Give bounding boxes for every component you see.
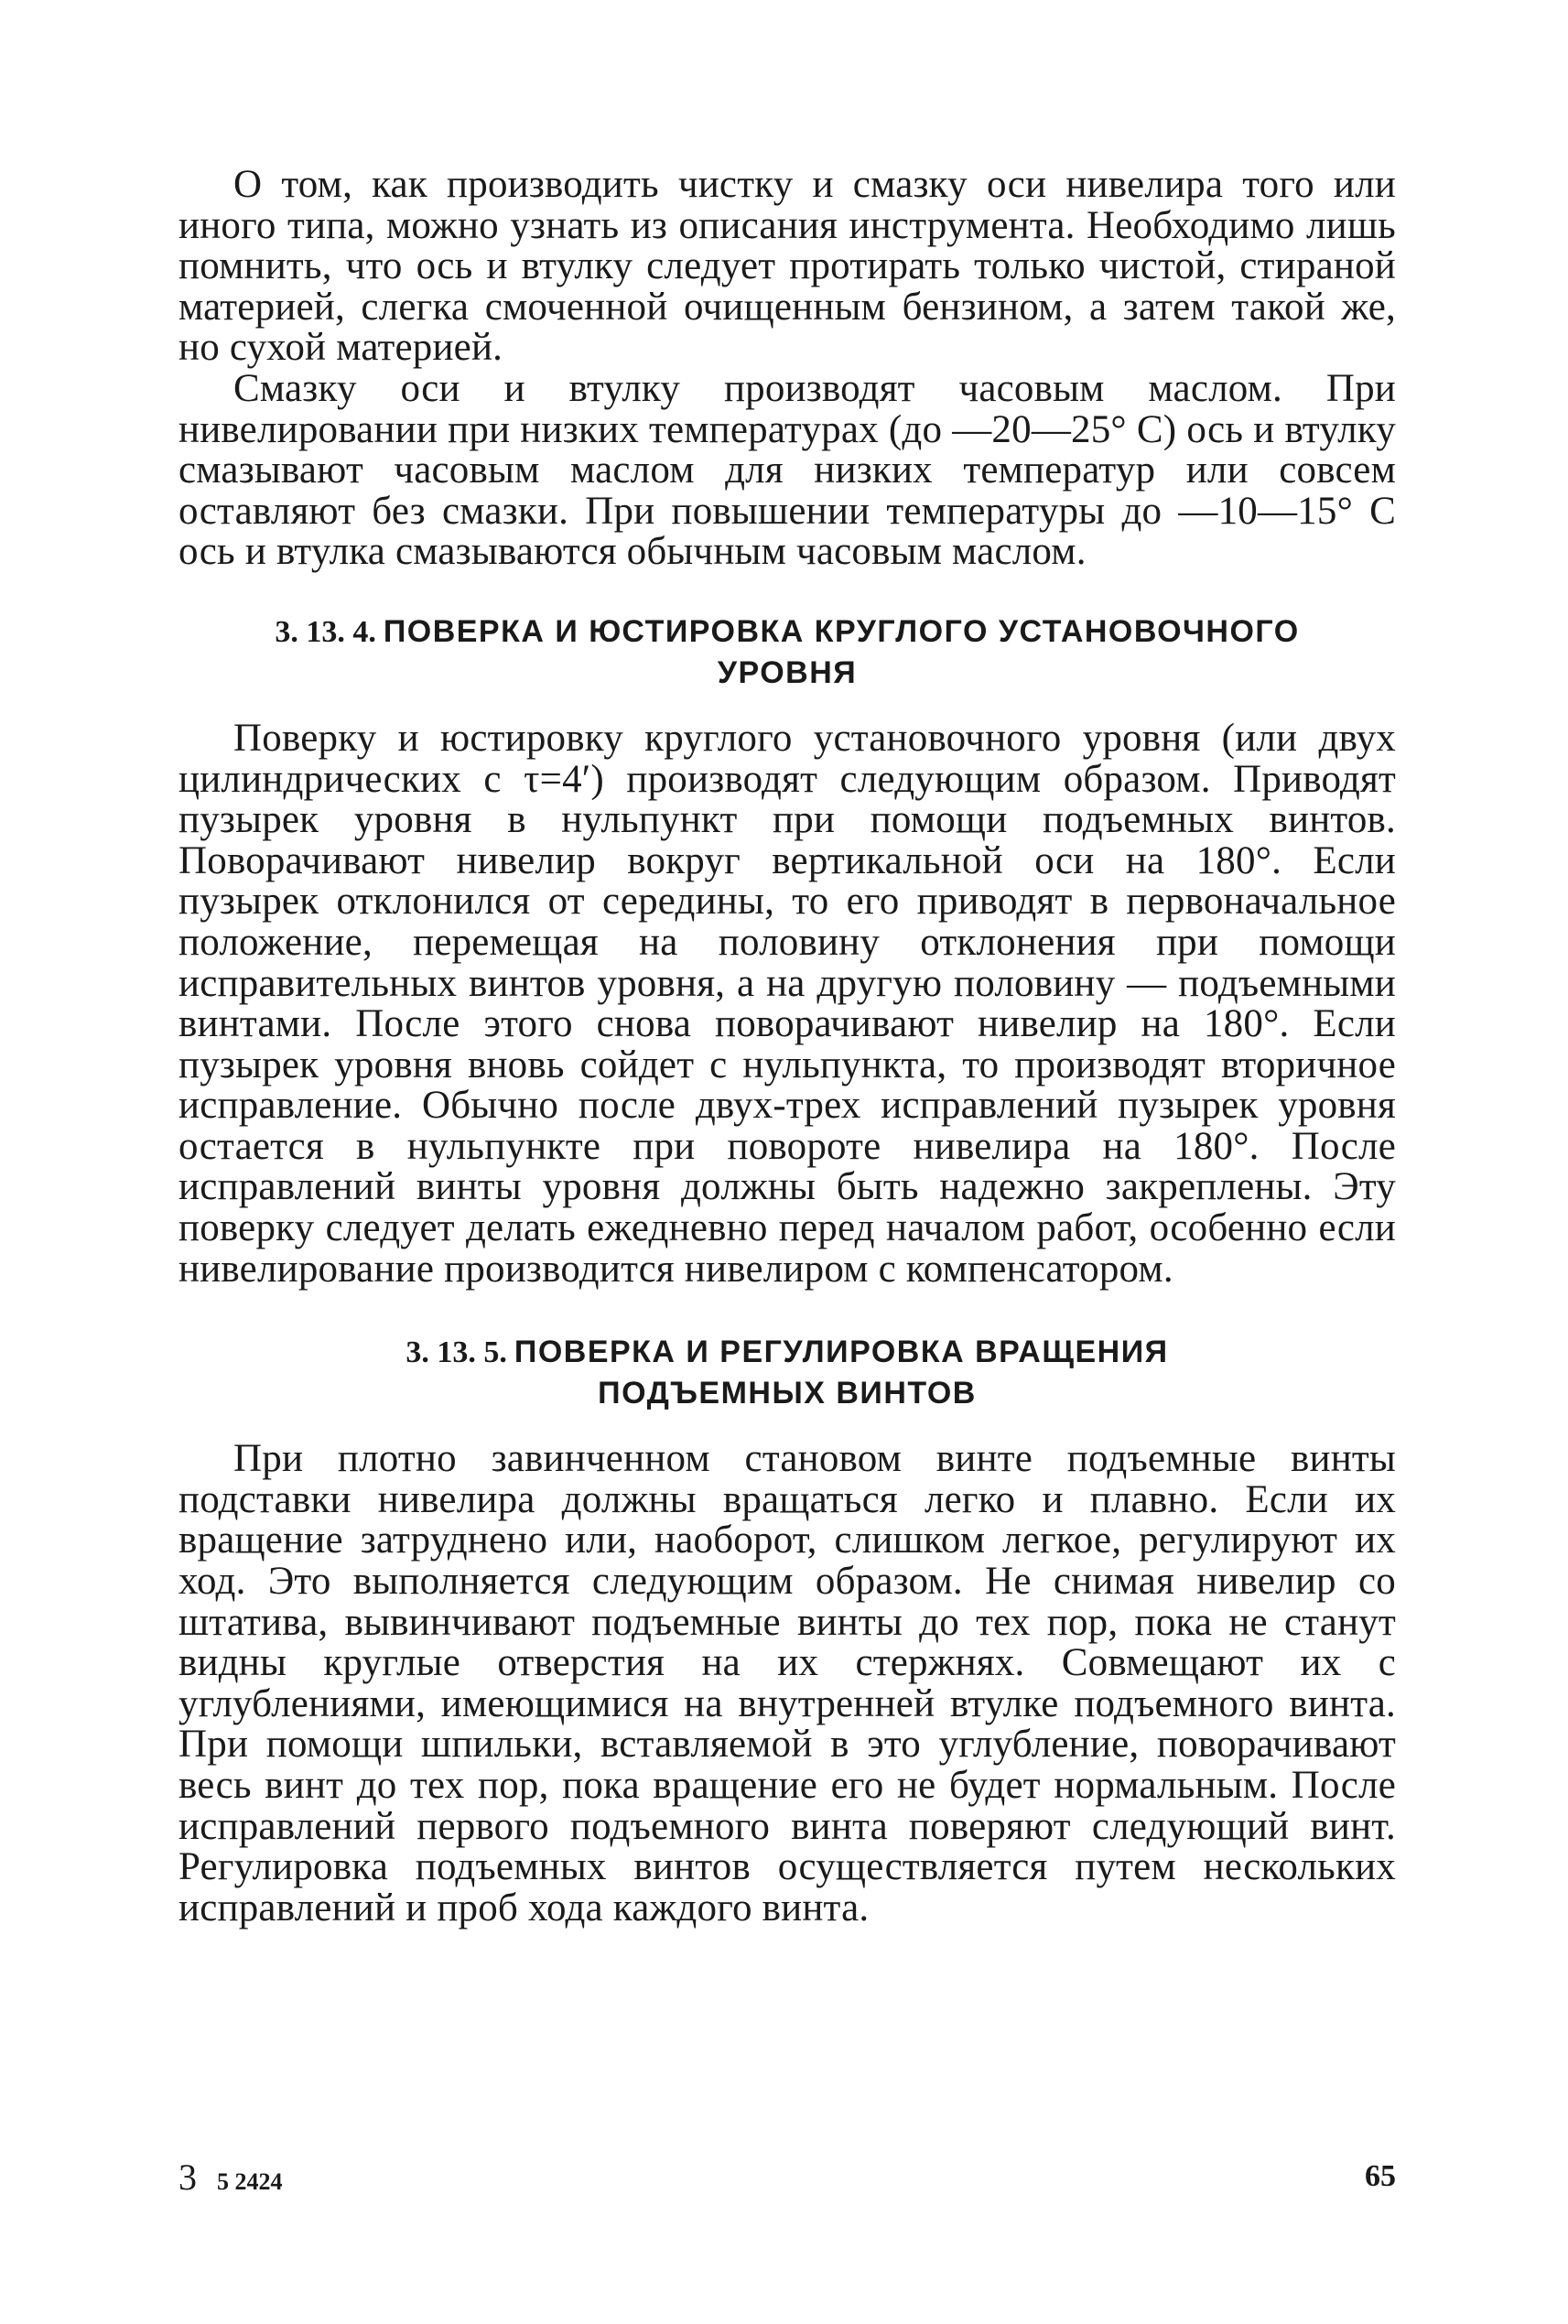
page-body bbox=[178, 165, 1396, 1929]
section-title-text: ПОВЕРКА И ЮСТИРОВКА КРУГЛОГО УСТАНОВОЧНОГО bbox=[383, 613, 1300, 649]
page-footer bbox=[178, 2156, 1396, 2201]
paragraph-screw-regulation: При плотно завинченном становом винте подъемные винты подставки нивелира должны вращаться легко и плавно. Если их вращение затруднено или, наоборот, слишком легкое, регулируют их ход. Это выполняется следующим образом. Не снимая нивелир со штатива, вывинчивают подъемные винты до тех пор, пока не станут видны круглые отверстия на их стержнях. Совмещают их с углублениями, имеющимися на внутренней втулке подъемного винта. При помощи шпильки, вставляемой в это углубление, поворачивают весь винт до тех пор, пока вращение его не будет нормальным. После исправлений первого подъемного винта поверяют следующий винт. Регулировка подъемных винтов осуществляется путем нескольких исправлений и проб хода каждого винта. bbox=[178, 1437, 1396, 1929]
section-number: 3. 13. 4. bbox=[275, 614, 376, 649]
paragraph-level-check: Поверку и юстировку круглого установочного уровня (или двух цилиндрических с τ=4′) производят следующим образом. Приводят пузырек уровня в нульпункт при помощи подъемных винтов. Поворачивают нивелир вокруг вертикальной оси на 180°. Если пузырек отклонился от середины, то его приводят в первоначальное положение, перемещая на половину отклонения при помощи исправительных винтов уровня, а на другую половину — подъемными винтами. После этого снова поворачивают нивелир на 180°. Если пузырек уровня вновь сойдет с нульпункта, то производят вторичное исправление. Обычно после двух-трех исправлений пузырек уровня остается в нульпункте при повороте нивелира на 180°. После исправлений винты уровня должны быть надежно закреплены. Эту поверку следует делать ежедневно перед началом работ, особенно если нивелирование производится нивелиром с компенсатором. bbox=[178, 716, 1396, 1291]
section-heading-3-13-4 bbox=[178, 611, 1396, 693]
section-title-line-1 bbox=[178, 611, 1396, 653]
signature-number: 3 bbox=[178, 2156, 197, 2198]
section-title-text: ПОВЕРКА И РЕГУЛИРОВКА ВРАЩЕНИЯ bbox=[514, 1335, 1169, 1370]
paragraph-cleaning: О том, как производить чистку и смазку оси нивелира того или иного типа, можно узнать из описания инструмента. Необходимо лишь помнить, что ось и втулку следует протирать только чистой, стираной материей, слегка смоченной очищенным бензином, а затем такой же, но сухой материей. bbox=[178, 163, 1396, 370]
section-heading-3-13-5 bbox=[178, 1332, 1396, 1413]
section-title-line-2: УРОВНЯ bbox=[717, 654, 858, 690]
page-number: 65 bbox=[1365, 2159, 1396, 2193]
signature-code: 5 2424 bbox=[217, 2168, 283, 2195]
paragraph-lubrication: Смазку оси и втулку производят часовым маслом. При нивелировании при низких температурах (до —20—25° С) ось и втулку смазывают часовым маслом для низких температур или совсем оставляют без смазки. При повышении температуры до —10—15° С ось и втулка смазываются обычным часовым маслом. bbox=[178, 366, 1396, 574]
section-title-line-1 bbox=[178, 1332, 1396, 1373]
section-number: 3. 13. 5. bbox=[406, 1335, 507, 1370]
section-title-line-2: ПОДЪЕМНЫХ ВИНТОВ bbox=[598, 1376, 977, 1411]
